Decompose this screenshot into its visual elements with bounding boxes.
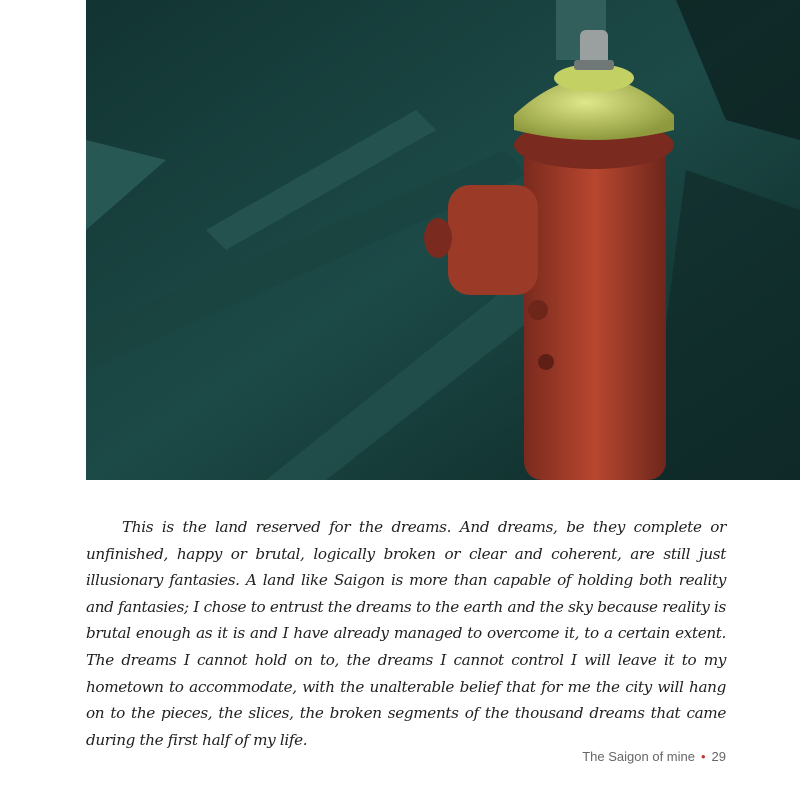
page-footer (582, 749, 726, 764)
body-paragraph: This is the land reserved for the dreams. And dreams, be they complete or unfinished, happy or brutal, logically broken or clear and coherent, are still just illusionary fantasies. A land like Saigon is more than capable of holding both reality and fantasies; I chose to entrust the dreams to the earth and the sky because reality is brutal enough as it is and I have already managed to overcome it, to a certain extent. The dreams I cannot hold on to, the dreams I cannot control I will leave it to my hometown to accommodate, with the unalterable belief that for me the city will hang on to the pieces, the slices, the broken segments of the thousand dreams that came during the first half of my life. (86, 518, 726, 749)
fire-hydrant-photo (86, 0, 800, 480)
footer-separator: • (700, 749, 706, 764)
book-title: The Saigon of mine (582, 749, 695, 764)
page-number: 29 (711, 749, 726, 764)
fire-hydrant-illustration (86, 0, 800, 480)
